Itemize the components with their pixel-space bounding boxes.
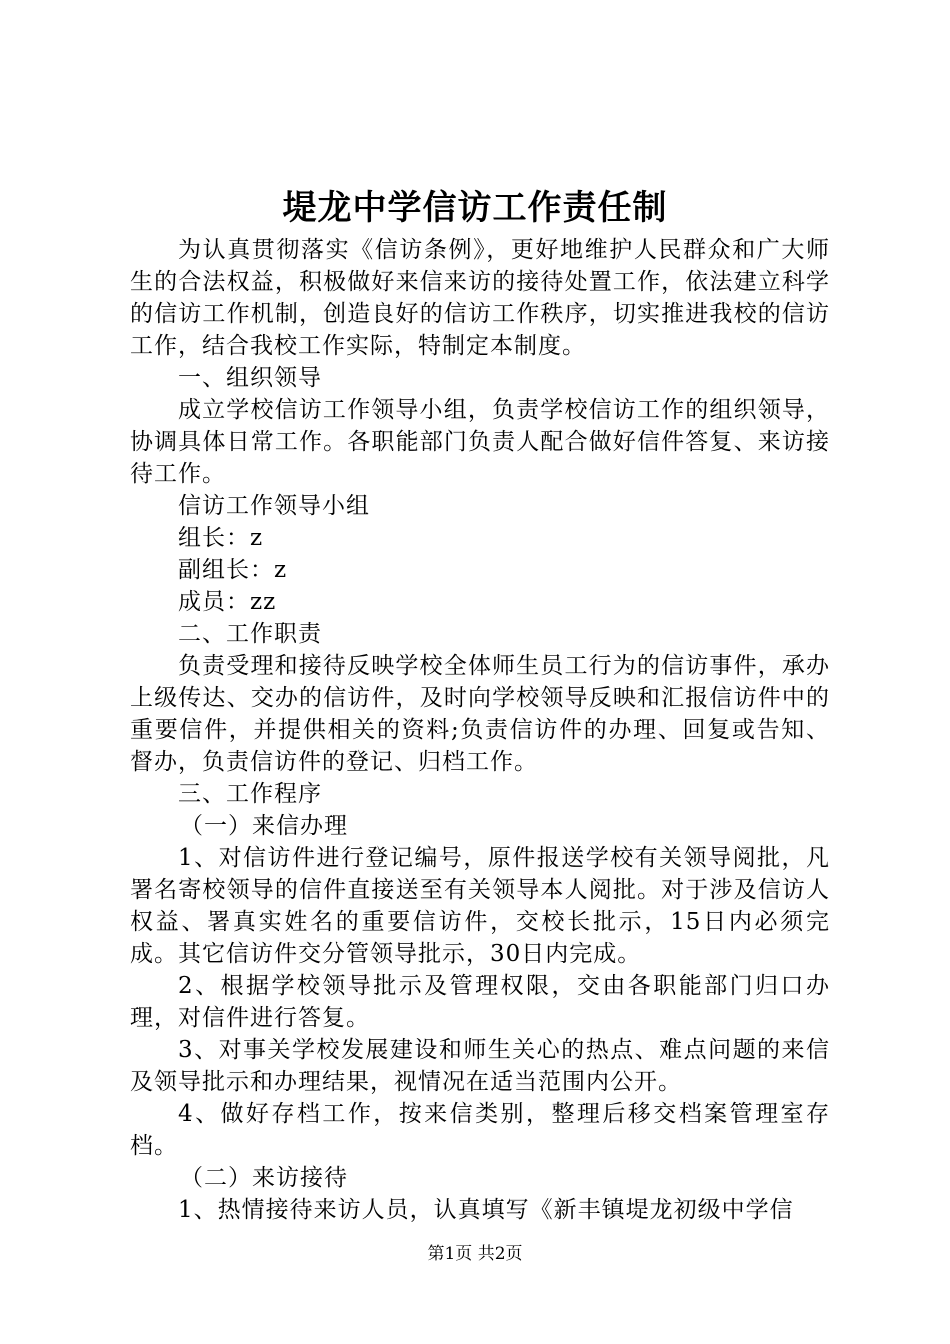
intro-paragraph: 为认真贯彻落实《信访条例》，更好地维护人民群众和广大师生的合法权益，积极做好来信来访的接待处置工作，依法建立科学的信访工作机制，创造良好的信访工作秩序，切实推进我校的信访工作，结合我校工作实际，特制定本制度。: [130, 237, 830, 359]
organization-paragraph: 成立学校信访工作领导小组，负责学校信访工作的组织领导，协调具体日常工作。各职能部门负责人配合做好信件答复、来访接待工作。: [130, 397, 830, 487]
leadership-group-label: 信访工作领导小组: [178, 493, 370, 519]
letters-item-3: 3、对事关学校发展建设和师生关心的热点、难点问题的来信及领导批示和办理结果，视情况在适当范围内公开。: [130, 1037, 830, 1095]
subsection-heading-letters: （一）来信办理: [180, 813, 348, 839]
document-body: [130, 234, 830, 1226]
visits-item-1: 1、热情接待来访人员，认真填写《新丰镇堤龙初级中学信: [178, 1197, 794, 1223]
duties-paragraph: 负责受理和接待反映学校全体师生员工行为的信访事件，承办上级传达、交办的信访件，及时向学校领导反映和汇报信访件中的重要信件，并提供相关的资料;负责信访件的办理、回复或告知、督办，负责信访件的登记、归档工作。: [130, 653, 830, 775]
page-footer: 第1页 共2页: [427, 1244, 523, 1264]
section-heading-organization: 一、组织领导: [178, 365, 322, 391]
members-line: 成员：zz: [178, 589, 277, 615]
deputy-leader-line: 副组长：z: [178, 557, 288, 583]
letters-item-4: 4、做好存档工作，按来信类别，整理后移交档案管理室存档。: [130, 1101, 830, 1159]
group-leader-line: 组长：z: [178, 525, 264, 551]
section-heading-procedure: 三、工作程序: [178, 781, 322, 807]
letters-item-1: 1、对信访件进行登记编号，原件报送学校有关领导阅批，凡署名寄校领导的信件直接送至有关领导本人阅批。对于涉及信访人权益、署真实姓名的重要信访件，交校长批示，15日内必须完成。其它信访件交分管领导批示，30日内完成。: [130, 845, 830, 967]
subsection-heading-visits: （二）来访接待: [180, 1165, 348, 1191]
section-heading-duties: 二、工作职责: [178, 621, 322, 647]
document-title: 堤龙中学信访工作责任制: [282, 188, 668, 228]
letters-item-2: 2、根据学校领导批示及管理权限，交由各职能部门归口办理，对信件进行答复。: [130, 973, 830, 1031]
